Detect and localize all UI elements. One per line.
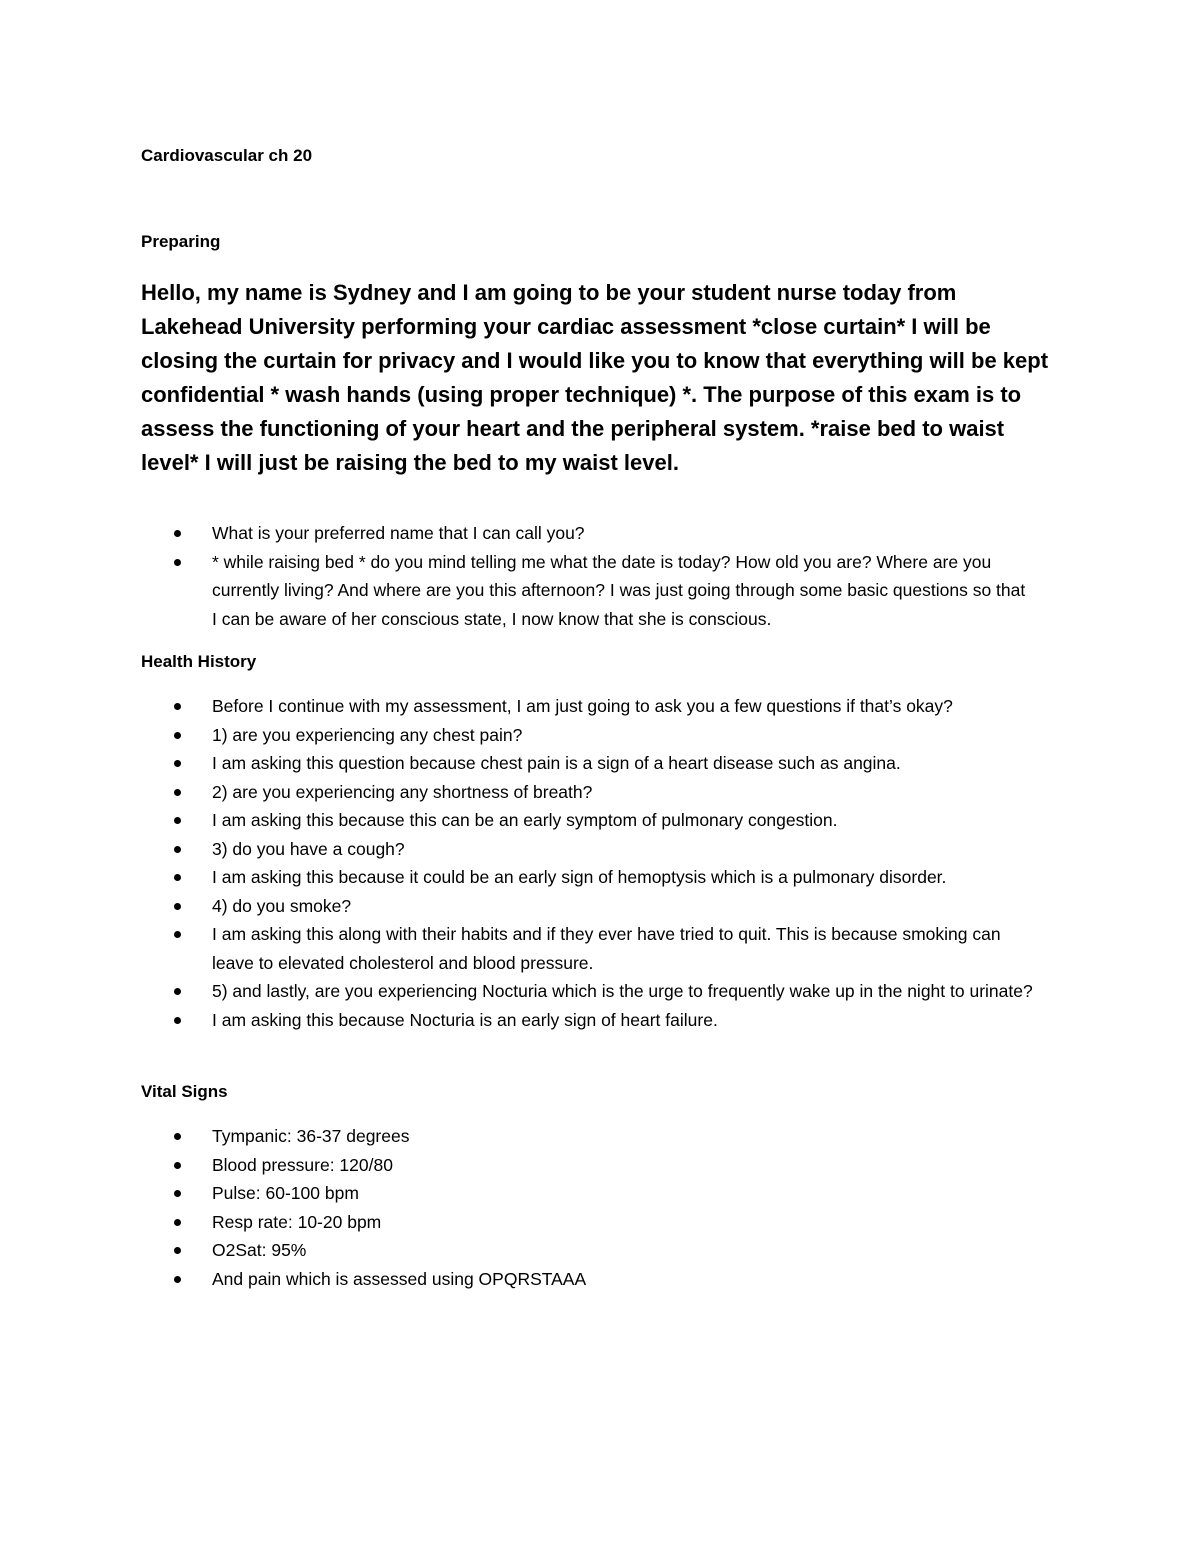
list-item (141, 920, 1071, 977)
list-item-text: 5) and lastly, are you experiencing Nocturia which is the urge to frequently wake up in the night to urinate? (212, 981, 1033, 1001)
list-item-text: I am asking this because Nocturia is an early sign of heart failure. (212, 1009, 718, 1030)
list-item-text: Tympanic: 36-37 degrees (212, 1126, 410, 1146)
list-item (141, 806, 1071, 835)
list-item (141, 721, 1071, 750)
bullet-icon (174, 1219, 181, 1226)
list-item-text: 1) are you experiencing any chest pain? (212, 724, 523, 745)
list-item-text: Blood pressure: 120/80 (212, 1154, 393, 1175)
list-item (141, 892, 1071, 921)
list-item-text: 4) do you smoke? (212, 895, 352, 916)
list-item-text: What is your preferred name that I can call you? (212, 523, 585, 543)
list-item-text: And pain which is assessed using OPQRSTAAA (212, 1268, 587, 1289)
list-item (141, 1265, 1071, 1294)
list-item (141, 1006, 1071, 1035)
bullet-icon (174, 530, 181, 537)
bullet-icon (174, 988, 181, 995)
list-item (141, 1151, 1071, 1180)
list-item-text: I am asking this question because chest pain is a sign of a heart disease such as angina. (212, 753, 901, 773)
list-item-text: 3) do you have a cough? (212, 838, 405, 859)
bullet-icon (174, 789, 181, 796)
list-item-text: Before I continue with my assessment, I am just going to ask you a few questions if that’s okay? (212, 696, 953, 716)
list-item (141, 692, 1071, 721)
bullet-icon (174, 1276, 181, 1283)
bullet-icon (174, 903, 181, 910)
list-item-text: I am asking this because this can be an early symptom of pulmonary congestion. (212, 810, 838, 830)
bullet-icon (174, 732, 181, 739)
bullet-icon (174, 817, 181, 824)
list-item-text: * while raising bed * do you mind telling me what the date is today? How old you are? Where are you currently living? And where are you this afternoon? I was just going through some basic questions so that I can be aware of her conscious state, I now know that she is conscious. (212, 551, 1026, 629)
bullet-icon (174, 1162, 181, 1169)
list-item (141, 749, 1071, 778)
intro-paragraph: Hello, my name is Sydney and I am going to be your student nurse today from Lakehead University performing your cardiac assessment *close curtain* I will be closing the curtain for privacy and I would like you to know that everything will be kept confidential * wash hands (using proper technique) *. The purpose of this exam is to assess the functioning of your heart and the peripheral system. *raise bed to waist level* I will just be raising the bed to my waist level. (141, 280, 1049, 475)
list-item (141, 835, 1071, 864)
list-item (141, 977, 1071, 1006)
bullet-icon (174, 760, 181, 767)
bullet-icon (174, 1017, 181, 1024)
heading-vital-signs: Vital Signs (141, 1082, 228, 1101)
list-item (141, 1179, 1071, 1208)
bullet-icon (174, 559, 181, 566)
heading-preparing: Preparing (141, 232, 221, 251)
bullet-icon (174, 1133, 181, 1140)
bullet-icon (174, 931, 181, 938)
list-item (141, 863, 1071, 892)
bullet-icon (174, 874, 181, 881)
bullet-icon (174, 846, 181, 853)
list-item-text: Pulse: 60-100 bpm (212, 1183, 359, 1203)
bullet-icon (174, 1247, 181, 1254)
vital-signs-list (141, 1122, 1071, 1293)
list-item (141, 519, 1071, 548)
list-item (141, 1208, 1071, 1237)
document-title: Cardiovascular ch 20 (141, 146, 313, 165)
heading-health-history: Health History (141, 652, 257, 671)
list-item-text: O2Sat: 95% (212, 1240, 307, 1260)
health-history-list (141, 692, 1071, 1034)
bullet-icon (174, 703, 181, 710)
bullet-icon (174, 1190, 181, 1197)
preparing-list (141, 519, 1071, 633)
list-item-text: 2) are you experiencing any shortness of breath? (212, 781, 593, 802)
list-item (141, 1122, 1071, 1151)
list-item-text: Resp rate: 10-20 bpm (212, 1211, 382, 1232)
list-item-text: I am asking this because it could be an early sign of hemoptysis which is a pulmonary disorder. (212, 867, 947, 887)
list-item-text: I am asking this along with their habits and if they ever have tried to quit. This is because smoking can leave to elevated cholesterol and blood pressure. (212, 924, 1001, 973)
list-item (141, 548, 1071, 634)
list-item (141, 1236, 1071, 1265)
list-item (141, 778, 1071, 807)
